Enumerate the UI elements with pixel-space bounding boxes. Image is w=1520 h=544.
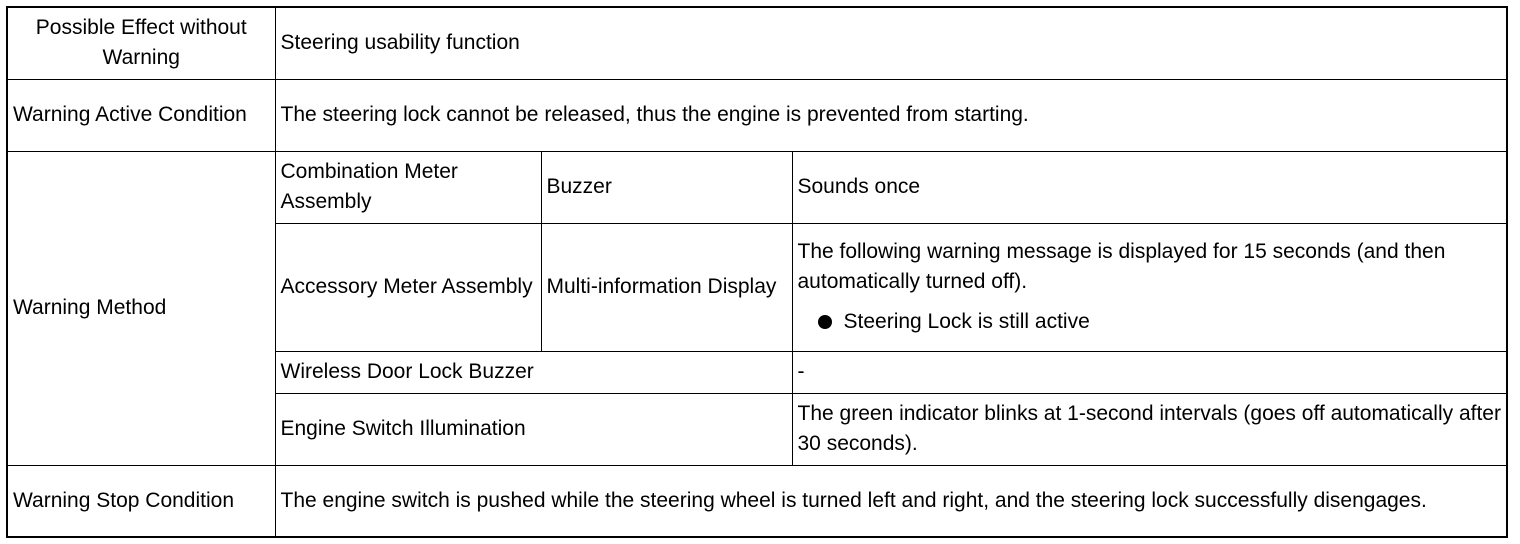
- document-page: [6, 6, 1508, 538]
- row-label-warning-active: Warning Active Condition: [7, 79, 275, 151]
- method-detail-warning-message: [792, 223, 1507, 351]
- method-type-multi-info-display: Multi-information Display: [541, 223, 792, 351]
- method-device-accessory-meter: Accessory Meter Assembly: [275, 223, 541, 351]
- warning-stop-value: The engine switch is pushed while the steering wheel is turned left and right, and the steering lock successfully disengages.: [275, 465, 1507, 537]
- method-device-wireless-buzzer: Wireless Door Lock Buzzer: [275, 351, 792, 393]
- warning-spec-table: [6, 6, 1508, 538]
- table-row: [7, 79, 1507, 151]
- row-label-warning-stop: Warning Stop Condition: [7, 465, 275, 537]
- row-label-possible-effect: Possible Effect without Warning: [7, 7, 275, 79]
- table-row: [7, 151, 1507, 223]
- method-detail-sounds-once: Sounds once: [792, 151, 1507, 223]
- bullet-text: Steering Lock is still active: [843, 310, 1090, 333]
- method-type-buzzer: Buzzer: [541, 151, 792, 223]
- row-label-warning-method: Warning Method: [7, 151, 275, 465]
- table-row: [7, 7, 1507, 79]
- warning-active-value: The steering lock cannot be released, thus the engine is prevented from starting.: [275, 79, 1507, 151]
- method-device-combination-meter: Combination Meter Assembly: [275, 151, 541, 223]
- method-detail-wireless-buzzer: -: [792, 351, 1507, 393]
- method-detail-green-indicator: The green indicator blinks at 1-second intervals (goes off automatically after 30 seconds).: [792, 393, 1507, 465]
- bullet-dot-icon: [818, 315, 832, 329]
- bullet-list-item: [798, 307, 1502, 337]
- method-device-engine-switch: Engine Switch Illumination: [275, 393, 792, 465]
- possible-effect-value: Steering usability function: [275, 7, 1507, 79]
- table-row: [7, 465, 1507, 537]
- warning-message-text: The following warning message is displayed for 15 seconds (and then automatically turned off).: [797, 240, 1446, 293]
